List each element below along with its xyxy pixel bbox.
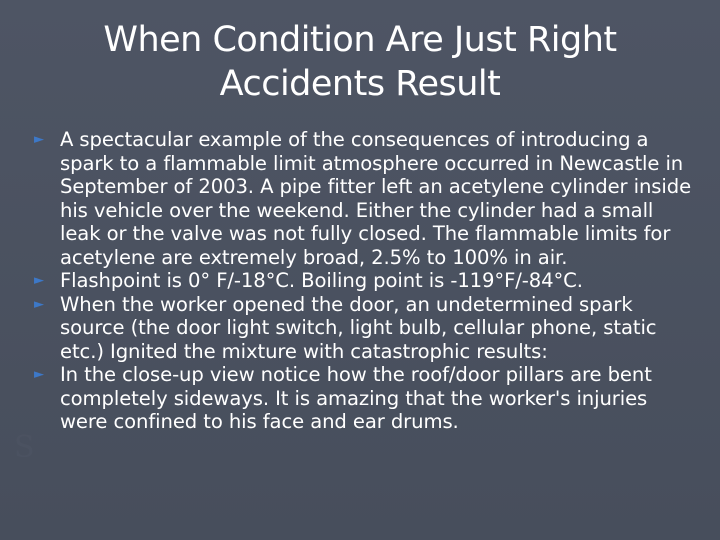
slide-title (40, 18, 680, 106)
title-line-1: When Condition Are Just Right (103, 20, 617, 60)
bullet-arrow-icon: ► (34, 132, 44, 147)
bullet-text: When the worker opened the door, an undetermined spark source (the door light switch, light bulb, cellular phone, static etc.) Ignited the mixture with catastrophic results: (60, 292, 657, 363)
bullet-item (34, 293, 694, 364)
bullet-item (34, 363, 694, 434)
watermark-logo-icon: S (14, 430, 35, 465)
title-line-2: Accidents Result (219, 64, 501, 104)
bullet-arrow-icon: ► (34, 296, 44, 312)
bullet-list (34, 128, 694, 434)
bullet-text: Flashpoint is 0° F/-18°C. Boiling point is -119°F/-84°C. (60, 269, 583, 292)
bullet-text: A spectacular example of the consequences of introducing a spark to a flammable limit atmosphere occurred in Newcastle in September of 2003. A pipe fitter left an acetylene cylinder inside his vehicle over the weekend. Either the cylinder had a small leak or the valve was not fully closed. The flammable limits for acetylene are extremely broad, 2.5% to 100% in air. (60, 128, 692, 269)
bullet-text: In the close-up view notice how the roof/door pillars are bent completely sideways. It is amazing that the worker's injuries were confined to his face and ear drums. (60, 363, 652, 433)
bullet-arrow-icon: ► (34, 367, 44, 382)
bullet-item (34, 128, 694, 269)
bullet-arrow-icon: ► (34, 273, 44, 288)
bullet-item (34, 269, 694, 293)
